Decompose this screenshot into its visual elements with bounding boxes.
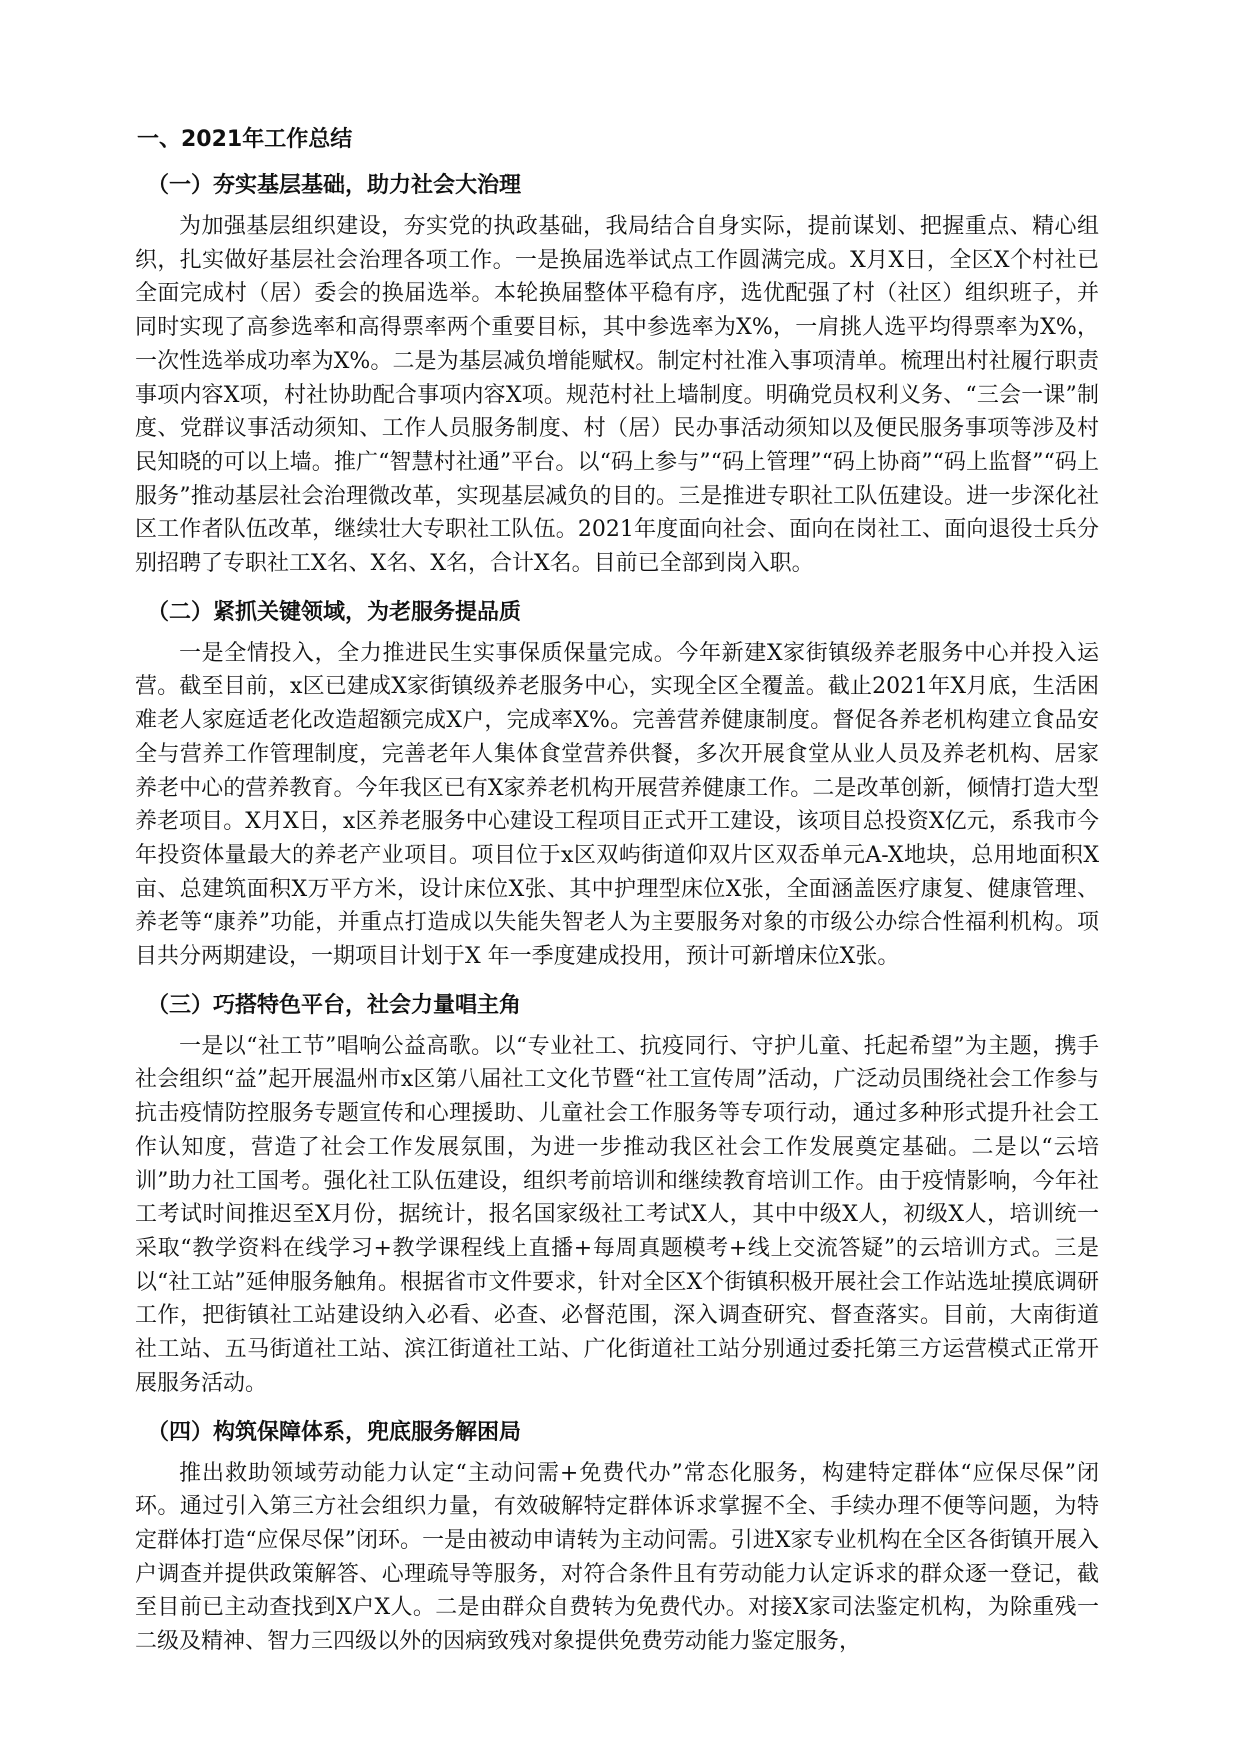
section-body-1: 为加强基层组织建设，夯实党的执政基础，我局结合自身实际，提前谋划、把握重点、精心组织，扎实做好基层社会治理各项工作。一是换届选举试点工作圆满完成。X月X日，全区X个村社已全面完成村（居）委会的换届选举。本轮换届整体平稳有序，选优配强了村（社区）组织班子，并同时实现了高参选率和高得票率两个重要目标，其中参选率为X%，一肩挑人选平均得票率为X%，一次性选举成功率为X%。二是为基层减负增能赋权。制定村社准入事项清单。梳理出村社履行职责事项内容X项，村社协助配合事项内容X项。规范村社上墙制度。明确党员权利义务、“三会一课”制度、党群议事活动须知、工作人员服务制度、村（居）民办事活动须知以及便民服务事项等涉及村民知晓的可以上墙。推广“智慧村社通”平台。以“码上参与”“码上管理”“码上协商”“码上监督”“码上服务”推动基层社会治理微改革，实现基层减负的目的。三是推进专职社工队伍建设。进一步深化社区工作者队伍改革，继续壮大专职社工队伍。2021年度面向社会、面向在岗社工、面向退役士兵分别招聘了专职社工X名、X名、X名，合计X名。目前已全部到岗入职。 — [135, 214, 1099, 577]
section-title-4: （四）构筑保障体系，兜底服务解困局 — [147, 1419, 522, 1445]
document-page — [135, 122, 1099, 1673]
section-title-1: （一）夯实基层基础，助力社会大治理 — [147, 173, 522, 198]
section-title-3: （三）巧搭特色平台，社会力量唱主角 — [147, 992, 522, 1018]
section-body-2: 一是全情投入，全力推进民生实事保质保量完成。今年新建X家街镇级养老服务中心并投入运营。截至目前，x区已建成X家街镇级养老服务中心，实现全区全覆盖。截止2021年X月底，生活困难老人家庭适老化改造超额完成X户，完成率X%。完善营养健康制度。督促各养老机构建立食品安全与营养工作管理制度，完善老年人集体食堂营养供餐，多次开展食堂从业人员及养老机构、居家养老中心的营养教育。今年我区已有X家养老机构开展营养健康工作。二是改革创新，倾情打造大型养老项目。X月X日，x区养老服务中心建设工程项目正式开工建设，该项目总投资X亿元，系我市今年投资体量最大的养老产业项目。项目位于x区双屿街道仰双片区双岙单元A-X地块，总用地面积X亩、总建筑面积X万平方米，设计床位X张、其中护理型床位X张，全面涵盖医疗康复、健康管理、养老等“康养”功能，并重点打造成以失能失智老人为主要服务对象的市级公办综合性福利机构。项目共分两期建设，一期项目计划于X 年一季度建成投用，预计可新增床位X张。 — [135, 640, 1099, 970]
section-body-3: 一是以“社工节”唱响公益高歌。以“专业社工、抗疫同行、守护儿童、托起希望”为主题，携手社会组织“益”起开展温州市x区第八届社工文化节暨“社工宣传周”活动，广泛动员围绕社会工作参与抗击疫情防控服务专题宣传和心理援助、儿童社会工作服务等专项行动，通过多种形式提升社会工作认知度，营造了社会工作发展氛围，为进一步推动我区社会工作发展奠定基础。二是以“云培训”助力社工国考。强化社工队伍建设，组织考前培训和继续教育培训工作。由于疫情影响，今年社工考试时间推迟至X月份，据统计，报名国家级社工考试X人，其中中级X人，初级X人，培训统一采取“教学资料在线学习+教学课程线上直播+每周真题模考+线上交流答疑”的云培训方式。三是以“社工站”延伸服务触角。根据省市文件要求，针对全区X个街镇积极开展社会工作站选址摸底调研工作，把街镇社工站建设纳入必看、必查、必督范围，深入调查研究、督查落实。目前，大南街道社工站、五马街道社工站、滨江街道社工站、广化街道社工站分别通过委托第三方运营模式正常开展服务活动。 — [135, 1033, 1099, 1396]
main-heading: 一、2021年工作总结 — [137, 127, 353, 152]
section-body-4: 推出救助领域劳动能力认定“主动问需+免费代办”常态化服务，构建特定群体“应保尽保”闭环。通过引入第三方社会组织力量，有效破解特定群体诉求掌握不全、手续办理不便等问题，为特定群体打造“应保尽保”闭环。一是由被动申请转为主动问需。引进X家专业机构在全区各街镇开展入户调查并提供政策解答、心理疏导等服务，对符合条件且有劳动能力认定诉求的群众逐一登记，截至目前已主动查找到X户X人。二是由群众自费转为免费代办。对接X家司法鉴定机构，为除重残一二级及精神、智力三四级以外的因病致残对象提供免费劳动能力鉴定服务， — [135, 1460, 1099, 1655]
section-title-2: （二）紧抓关键领域，为老服务提品质 — [147, 599, 522, 625]
